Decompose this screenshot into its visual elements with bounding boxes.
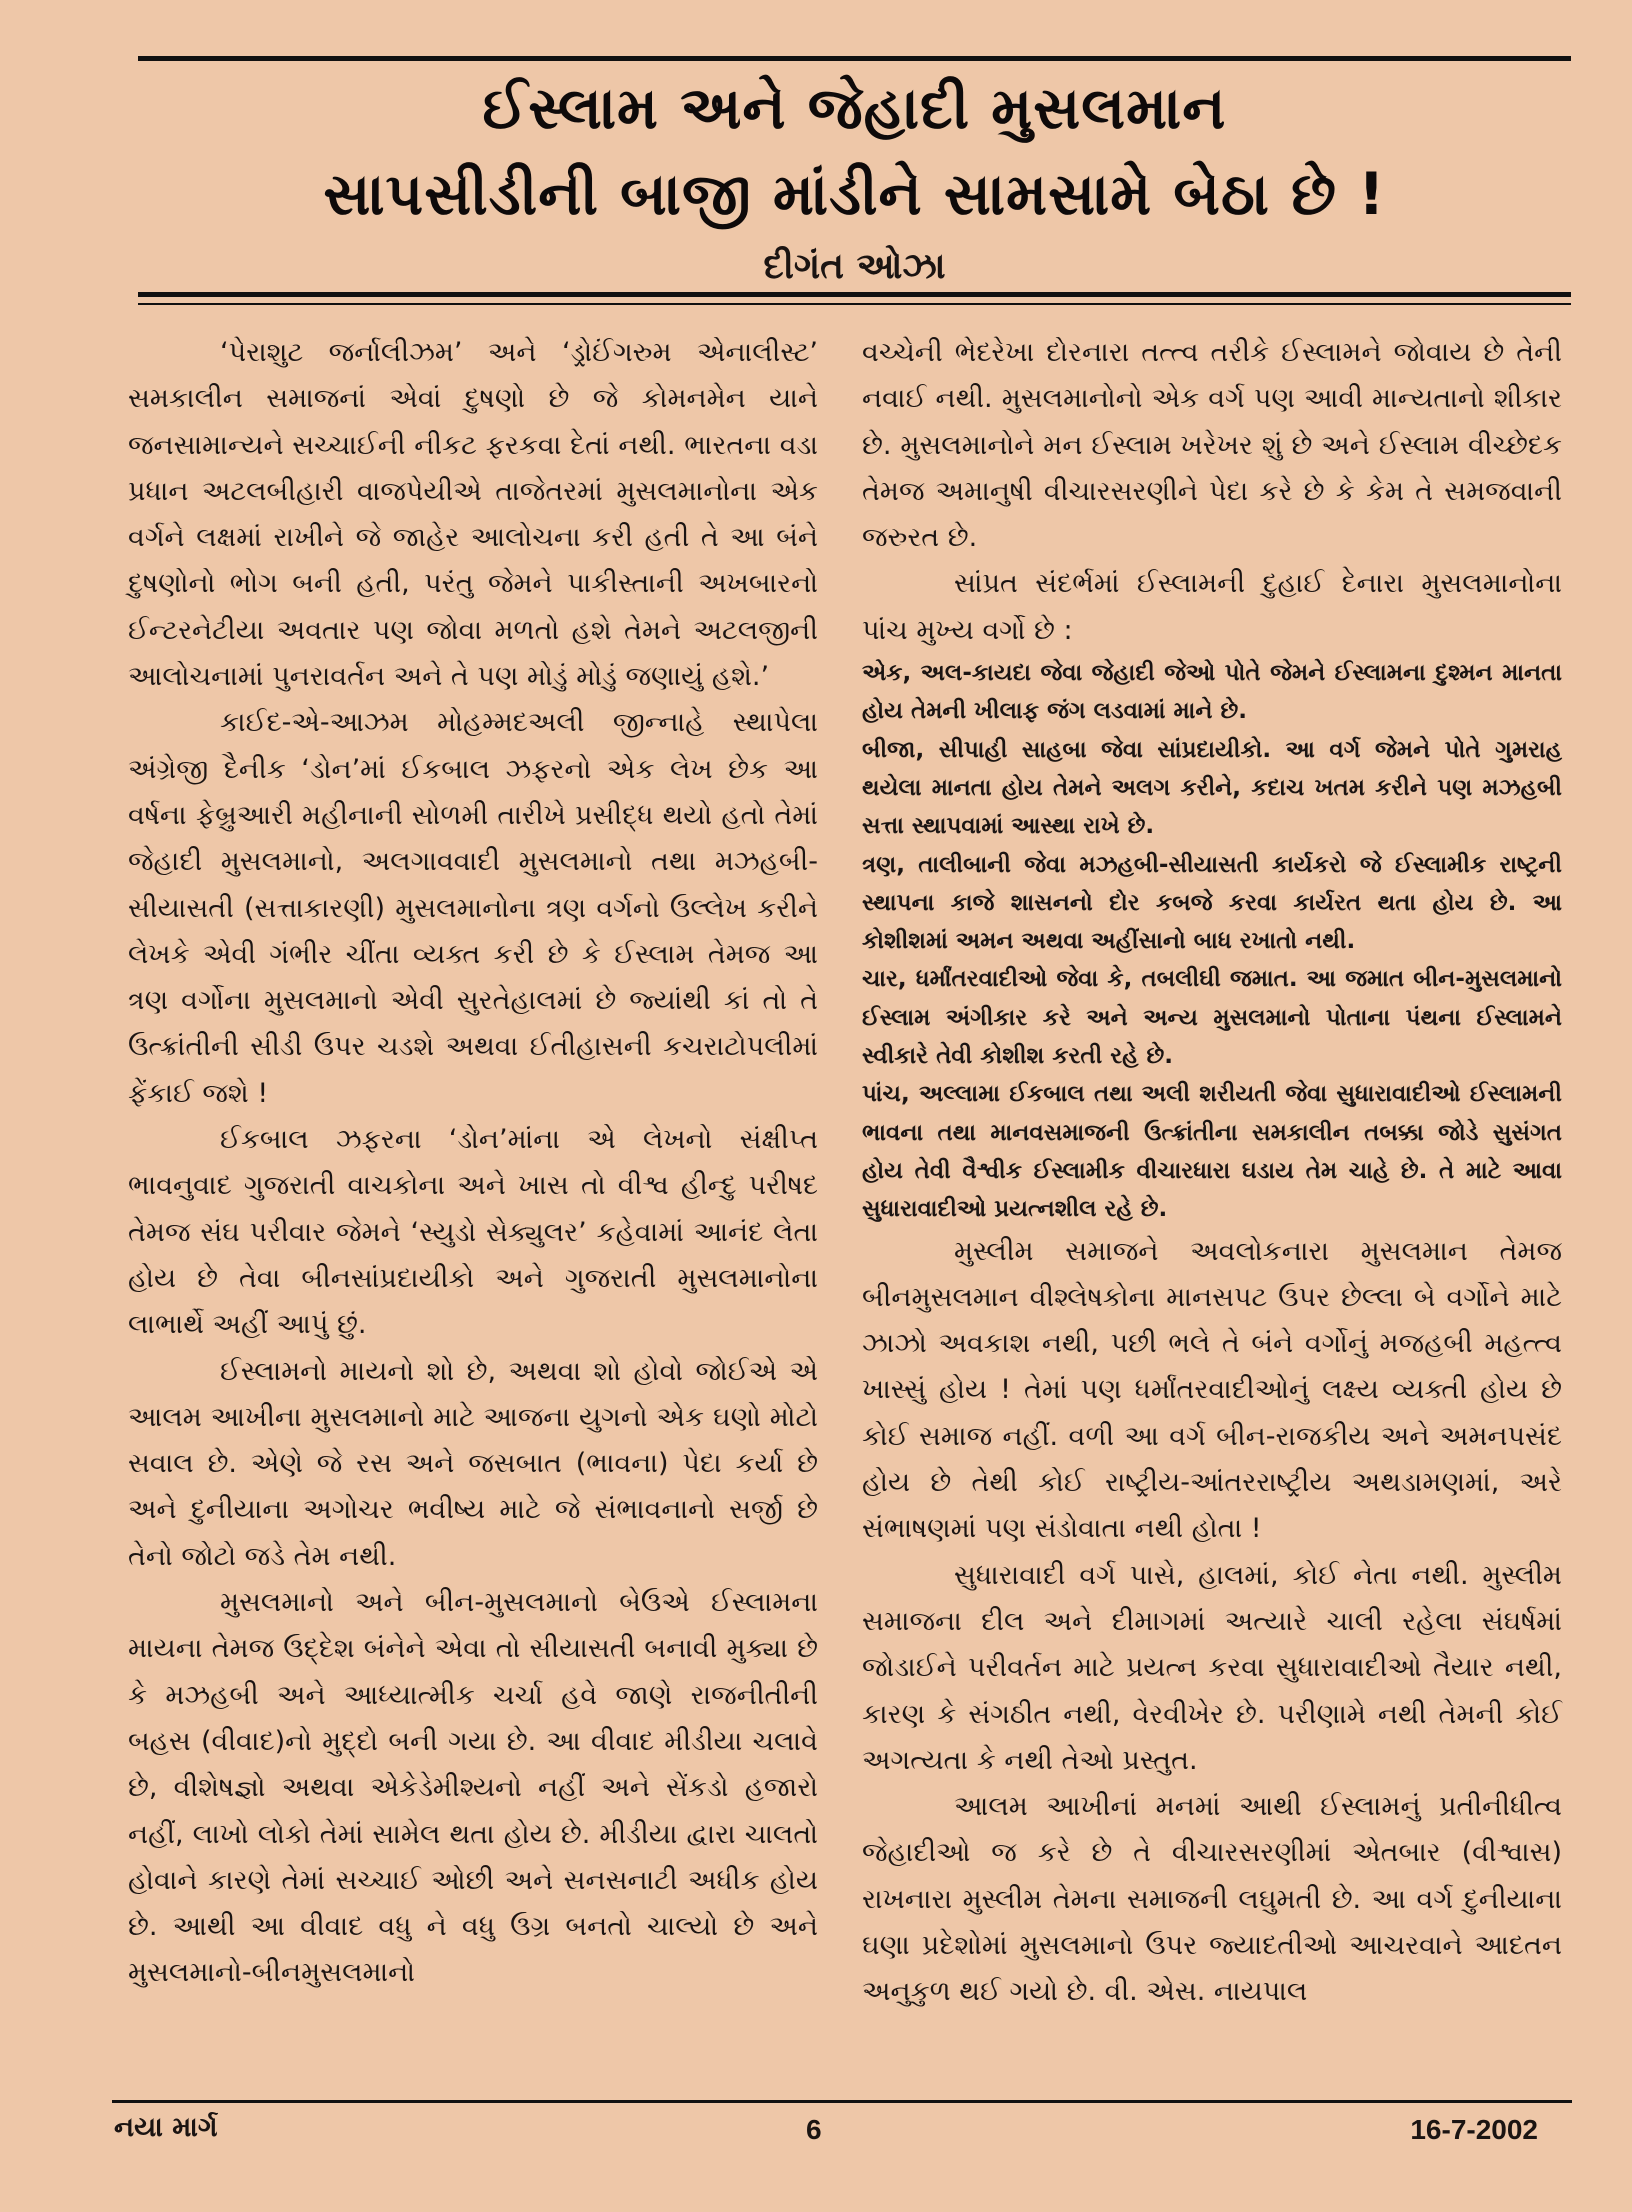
footer-rule <box>112 2100 1572 2103</box>
headline-line-1: ઈસ્લામ અને જેહાદી મુસલમાન <box>482 74 1227 142</box>
article-paragraph: સાંપ્રત સંદર્ભમાં ઈસ્લામની દુહાઈ દેનારા મુસલમાનોના પાંચ મુખ્ય વર્ગો છે : <box>862 568 1562 646</box>
list-item: ત્રણ, તાલીબાની જેવા મઝહબી-સીયાસતી કાર્યકરો જે ઈસ્લામીક રાષ્ટ્રની સ્થાપના કાજે શાસનનો દોર કબજે કરવા કાર્યરત થતા હોય છે. આ કોશીશમાં અમન અથવા અહીંસાનો બાધ રખાતો નથી. <box>862 851 1562 955</box>
article-paragraph: આલમ આખીનાં મનમાં આથી ઈસ્લામનું પ્રતીનીધીત્વ જેહાદીઓ જ કરે છે તે વીચારસરણીમાં એતબાર (વીશ્વાસ) રાખનારા મુસ્લીમ તેમના સમાજની લઘુમતી છે. આ વર્ગ દુનીયાના ઘણા પ્રદેશોમાં મુસલમાનો ઉપર જ્યાદતીઓ આચરવાને આદતન અનુકુળ થઈ ગયો છે. વી. એસ. નાયપાલ <box>862 1791 1562 2008</box>
article-paragraph: મુસ્લીમ સમાજને અવલોકનારા મુસલમાન તેમજ બીનમુસલમાન વીશ્લેષકોના માનસપટ ઉપર છેલ્લા બે વર્ગોને માટે ઝાઝો અવકાશ નથી, પછી ભલે તે બંને વર્ગોનું મજહબી મહત્ત્વ ખાસ્સું હોય ! તેમાં પણ ધર્માંતરવાદીઓનું લક્ષ્ય વ્યક્તી હોય છે કોઈ સમાજ નહીં. વળી આ વર્ગ બીન-રાજકીય અને અમનપસંદ હોય છે તેથી કોઈ રાષ્ટ્રીય-આંતરરાષ્ટ્રીય અથડામણમાં, અરે સંભાષણમાં પણ સંડોવાતા નથી હોતા ! <box>862 1235 1562 1545</box>
header-rule-thin <box>138 303 1571 305</box>
left-column <box>128 330 818 1997</box>
article-paragraph: વચ્ચેની ભેદરેખા દોરનારા તત્ત્વ તરીકે ઈસ્લામને જોવાય છે તેની નવાઈ નથી. મુસલમાનોનો એક વર્ગ પણ આવી માન્યતાનો શીકાર છે. મુસલમાનોને મન ઈસ્લામ ખરેખર શું છે અને ઈસ્લામ વીચ્છેદક તેમજ અમાનુષી વીચારસરણીને પેદા કરે છે કે કેમ તે સમજવાની જરુરત છે. <box>862 337 1562 554</box>
publication-name: નયા માર્ગ <box>114 2112 218 2143</box>
list-item: એક, અલ-કાયદા જેવા જેહાદી જેઓ પોતે જેમને ઈસ્લામના દુશ્મન માનતા હોય તેમની ખીલાફ જંગ લડવામાં માને છે. <box>862 660 1562 725</box>
list-item: બીજા, સીપાહી સાહબા જેવા સાંપ્રદાયીકો. આ વર્ગ જેમને પોતે ગુમરાહ થયેલા માનતા હોય તેમને અલગ કરીને, કદાચ ખતમ કરીને પણ મઝહબી સત્તા સ્થાપવામાં આસ્થા રાખે છે. <box>862 736 1562 840</box>
article-paragraph: સુધારાવાદી વર્ગ પાસે, હાલમાં, કોઈ નેતા નથી. મુસ્લીમ સમાજના દીલ અને દીમાગમાં અત્યારે ચાલી રહેલા સંઘર્ષમાં જોડાઈને પરીવર્તન માટે પ્રયત્ન કરવા સુધારાવાદીઓ તૈયાર નથી, કારણ કે સંગઠીત નથી, વેરવીખેર છે. પરીણામે નથી તેમની કોઈ અગત્યતા કે નથી તેઓ પ્રસ્તુત. <box>862 1559 1562 1776</box>
list-item: ચાર, ધર્માંતરવાદીઓ જેવા કે, તબલીઘી જમાત. આ જમાત બીન-મુસલમાનો ઈસ્લામ અંગીકાર કરે અને અન્ય મુસલમાનો પોતાના પંથના ઈસ્લામને સ્વીકારે તેવી કોશીશ કરતી રહે છે. <box>862 966 1562 1070</box>
right-column <box>862 330 1562 2016</box>
headline-line-2: સાપસીડીની બાજી માંડીને સામસામે બેઠા છે ! <box>323 160 1386 228</box>
article-paragraph: ઈસ્લામનો માયનો શો છે, અથવા શો હોવો જોઈએ એ આલમ આખીના મુસલમાનો માટે આજના યુગનો એક ઘણો મોટો સવાલ છે. એણે જે રસ અને જસબાત (ભાવના) પેદા કર્યા છે અને દુનીયાના અગોચર ભવીષ્ય માટે જે સંભાવનાનો સર્જી છે તેનો જોટો જડે તેમ નથી. <box>128 1355 818 1572</box>
page-number: 6 <box>806 2114 822 2145</box>
article-paragraph: ઈકબાલ ઝફરના ‘ડોન’માંના એ લેખનો સંક્ષીપ્ત ભાવનુવાદ ગુજરાતી વાચકોના અને ખાસ તો વીશ્વ હીન્દુ પરીષદ તેમજ સંઘ પરીવાર જેમને ‘સ્યુડો સેક્યુલર’ કહેવામાં આનંદ લેતા હોય છે તેવા બીનસાંપ્રદાયીકો અને ગુજરાતી મુસલમાનોના લાભાર્થે અહીં આપું છું. <box>128 1124 818 1341</box>
top-rule <box>138 56 1571 61</box>
article-paragraph: ‘પેરાશુટ જર્નાલીઝમ’ અને ‘ડ્રોઈંગરુમ એનાલીસ્ટ’ સમકાલીન સમાજનાં એવાં દુષણો છે જે કોમનમેન યાને જનસામાન્યને સચ્ચાઈની નીકટ ફરકવા દેતાં નથી. ભારતના વડા પ્રધાન અટલબીહારી વાજપેયીએ તાજેતરમાં મુસલમાનોના એક વર્ગને લક્ષમાં રાખીને જે જાહેર આલોચના કરી હતી તે આ બંને દુષણોનો ભોગ બની હતી, પરંતુ જેમને પાકીસ્તાની અખબારનો ઈન્ટરનેટીયા અવતાર પણ જોવા મળતો હશે તેમને અટલજીની આલોચનામાં પુનરાવર્તન અને તે પણ મોડું મોડું જણાયું હશે.’ <box>128 337 818 693</box>
author-byline: દીગંત ઓઝા <box>763 246 946 287</box>
article-paragraph: મુસલમાનો અને બીન-મુસલમાનો બેઉએ ઈસ્લામના માયના તેમજ ઉદ્દેશ બંનેને એવા તો સીયાસતી બનાવી મુક્યા છે કે મઝહબી અને આધ્યાત્મીક ચર્ચા હવે જાણે રાજનીતીની બહસ (વીવાદ)નો મુદ્દો બની ગયા છે. આ વીવાદ મીડીયા ચલાવે છે, વીશેષજ્ઞો અથવા એકેડેમીશ્યનો નહીં અને સેંકડો હજારો નહીં, લાખો લોકો તેમાં સામેલ થતા હોય છે. મીડીયા દ્વારા ચાલતો હોવાને કારણે તેમાં સચ્ચાઈ ઓછી અને સનસનાટી અધીક હોય છે. આથી આ વીવાદ વધુ ને વધુ ઉગ્ર બનતો ચાલ્યો છે અને મુસલમાનો-બીનમુસલમાનો <box>128 1587 818 1989</box>
article-paragraph: કાઈદ-એ-આઝમ મોહમ્મદઅલી જીન્નાહે સ્થાપેલા અંગ્રેજી દૈનીક ‘ડોન’માં ઈકબાલ ઝફરનો એક લેખ છેક આ વર્ષના ફેબ્રુઆરી મહીનાની સોળમી તારીખે પ્રસીદ્ધ થયો હતો તેમાં જેહાદી મુસલમાનો, અલગાવવાદી મુસલમાનો તથા મઝહબી-સીયાસતી (સત્તાકારણી) મુસલમાનોના ત્રણ વર્ગનો ઉલ્લેખ કરીને લેખકે એવી ગંભીર ચીંતા વ્યક્ત કરી છે કે ઈસ્લામ તેમજ આ ત્રણ વર્ગોના મુસલમાનો એવી સુરતેહાલમાં છે જ્યાંથી કાં તો તે ઉત્ક્રાંતીની સીડી ઉપર ચડશે અથવા ઈતીહાસની કચરાટોપલીમાં ફેંકાઈ જશે ! <box>128 707 818 1109</box>
list-item: પાંચ, અલ્લામા ઈકબાલ તથા અલી શરીયતી જેવા સુધારાવાદીઓ ઈસ્લામની ભાવના તથા માનવસમાજની ઉત્ક્રાંતીના સમકાલીન તબક્કા જોડે સુસંગત હોય તેવી વૈશ્વીક ઈસ્લામીક વીચારધારા ઘડાય તેમ ચાહે છે. તે માટે આવા સુધારાવાદીઓ પ્રયત્નશીલ રહે છે. <box>862 1081 1562 1223</box>
header-rule-thick <box>138 292 1571 297</box>
issue-date: 16-7-2002 <box>1410 2114 1538 2145</box>
